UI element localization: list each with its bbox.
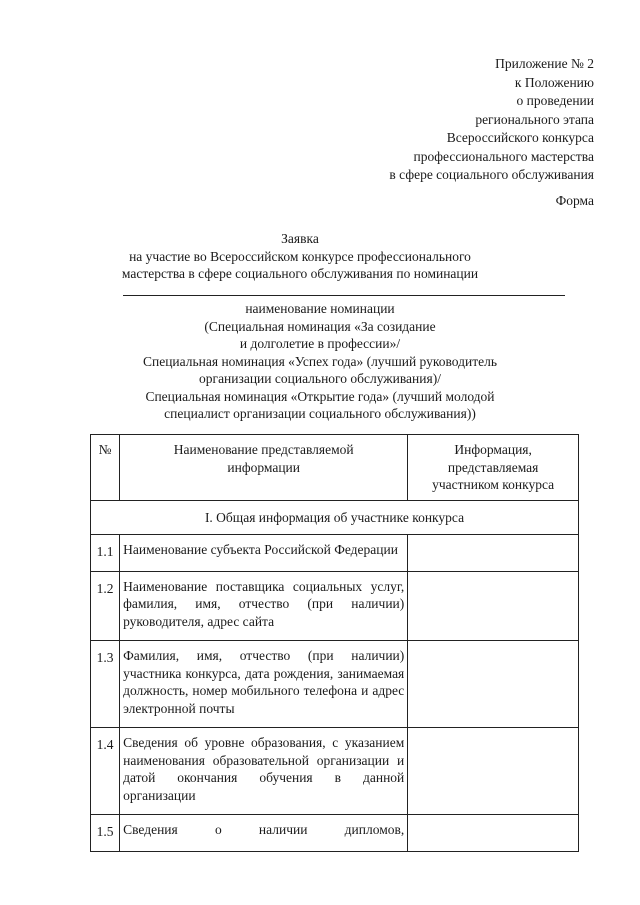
header-info-line: участником конкурса <box>432 477 555 492</box>
row-text: Сведения о наличии дипломов, <box>120 815 408 852</box>
row-info-cell[interactable] <box>408 535 579 572</box>
section-row <box>91 500 579 535</box>
row-number: 1.1 <box>91 535 120 572</box>
row-info-cell[interactable] <box>408 815 579 852</box>
table-header-row <box>91 435 579 501</box>
title-line: мастерства в сфере социального обслуживания по номинации <box>121 266 479 281</box>
annex-line: Приложение № 2 <box>495 56 594 71</box>
annex-line: профессионального мастерства <box>413 148 594 164</box>
header-info-line: Информация, <box>454 442 532 457</box>
nomination-line: Специальная номинация «Открытие года» (лучший молодой <box>145 388 495 404</box>
header-info-line: представляемая <box>447 459 539 475</box>
annex-line: о проведении <box>516 93 594 108</box>
title-line: на участие во Всероссийском конкурсе профессионального <box>129 248 471 264</box>
table-row <box>91 535 579 572</box>
nomination-underline <box>123 295 565 296</box>
row-info-cell[interactable] <box>408 641 579 728</box>
application-table <box>90 434 579 852</box>
row-info-cell[interactable] <box>408 571 579 641</box>
document-title <box>90 230 510 283</box>
annex-line: регионального этапа <box>475 111 594 127</box>
table-row <box>91 641 579 728</box>
row-number: 1.5 <box>91 815 120 852</box>
title-heading: Заявка <box>281 231 319 246</box>
row-info-cell[interactable] <box>408 728 579 815</box>
header-info <box>408 435 579 501</box>
annex-header <box>389 55 594 185</box>
row-text: Наименование поставщика социальных услуг, фамилия, имя, отчество (при наличии) руководителя, адрес сайта <box>120 571 408 641</box>
form-label: Форма <box>555 193 594 208</box>
nomination-line: Специальная номинация «Успех года» (лучший руководитель <box>142 353 498 369</box>
row-number: 1.4 <box>91 728 120 815</box>
row-text: Фамилия, имя, отчество (при наличии) участника конкурса, дата рождения, занимаемая должность, номер мобильного телефона и адрес электронной почты <box>120 641 408 728</box>
annex-line: Всероссийского конкурса <box>446 130 594 145</box>
row-number: 1.2 <box>91 571 120 641</box>
nomination-line: и долголетие в профессии»/ <box>239 336 401 351</box>
nomination-line: специалист организации социального обслуживания)) <box>164 406 476 421</box>
row-number: 1.3 <box>91 641 120 728</box>
section-title: I. Общая информация об участнике конкурса <box>91 500 579 535</box>
table-row <box>91 728 579 815</box>
nomination-line: (Специальная номинация «За созидание <box>204 318 436 334</box>
nomination-block <box>100 300 540 423</box>
header-num: № <box>91 435 120 501</box>
annex-line: к Положению <box>514 74 594 90</box>
header-name-line: Наименование представляемой <box>173 442 354 457</box>
nomination-line: организации социального обслуживания)/ <box>199 371 441 386</box>
nomination-line: наименование номинации <box>245 301 395 316</box>
table-row <box>91 571 579 641</box>
row-text: Наименование субъекта Российской Федерации <box>120 535 408 572</box>
table-row <box>91 815 579 852</box>
annex-line: в сфере социального обслуживания <box>389 167 594 182</box>
header-name-line: информации <box>227 459 300 475</box>
header-name <box>120 435 408 501</box>
row-text: Сведения об уровне образования, с указанием наименования образовательной организации и датой окончания обучения в данной организации <box>120 728 408 815</box>
